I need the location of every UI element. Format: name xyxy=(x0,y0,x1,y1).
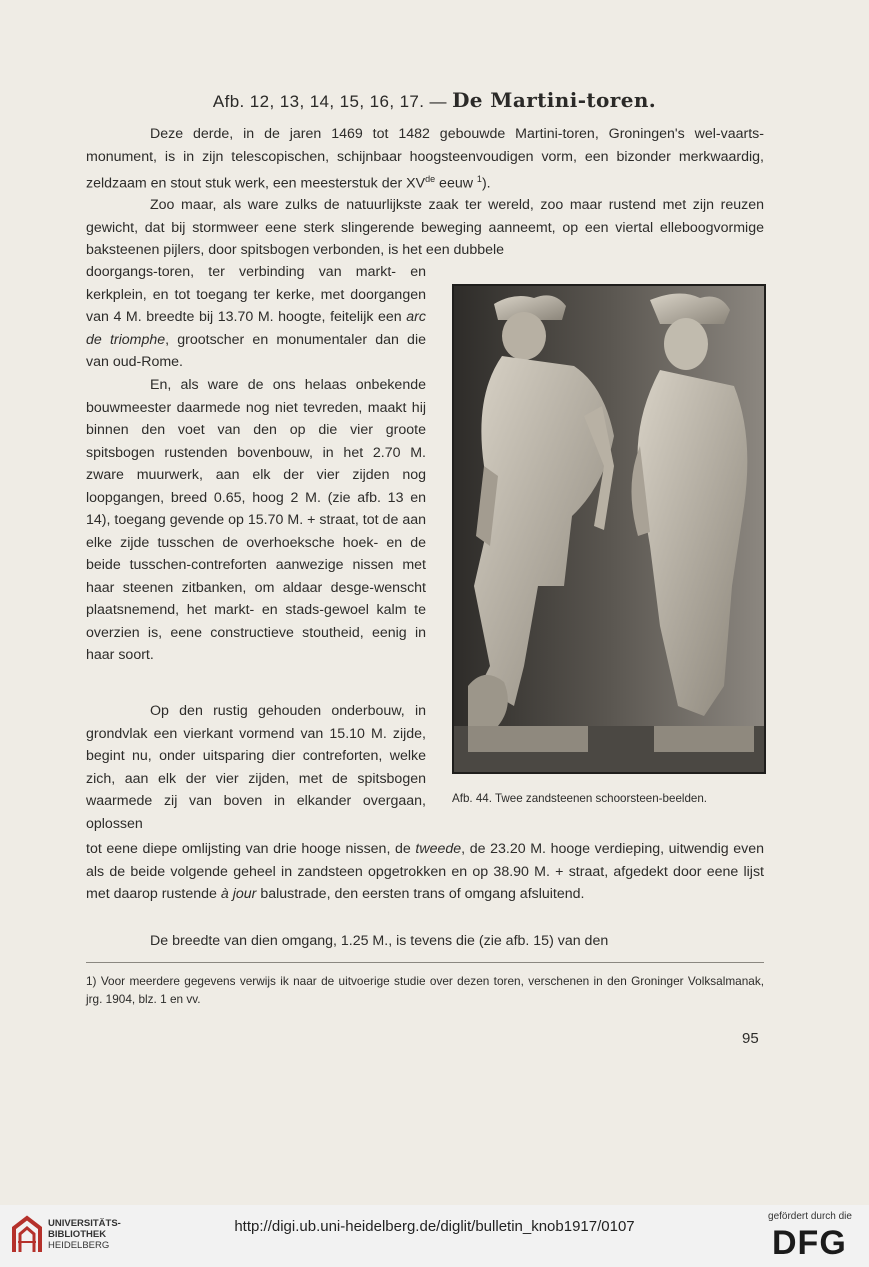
italic-tweede: tweede xyxy=(415,841,462,857)
page-number: 95 xyxy=(742,1030,759,1047)
figure-caption: Afb. 44. Twee zandsteenen schoorsteen-beelden. xyxy=(452,792,708,805)
dfg-logo[interactable]: DFG xyxy=(772,1224,847,1262)
viewer-footer-bar xyxy=(0,1205,869,1267)
paragraph-4-full: tot eene diepe omlijsting van drie hooge nissen, de tweede, de 23.20 M. hooge verdieping, uitwendig even als de beide volgende geheel in zandsteen opgetrokken en op 38.90 M. + straat, afgedekt door eene lijst met daarop rustende à jour balustrade, den eersten trans of omgang afsluitend. xyxy=(86,841,764,902)
statues-illustration xyxy=(454,286,764,772)
paragraph-2-narrow: doorgangs-toren, ter verbinding van markt- en kerkplein, en tot toegang ter kerke, met doorgangen van 4 M. breedte bij 13.70 M. hoogte, feitelijk een arc de triomphe, grootscher en monumentaler dan die van oud-Rome. xyxy=(86,264,426,370)
paragraph-2-full: Zoo maar, als ware zulks de natuurlijkste zaak ter wereld, zoo maar rustend met zijn reuzen gewicht, dat bij stormweer eene sterk slingerende beweging aanneemt, op een viertal elleboogvormige baksteenen pijlers, door spitsbogen verbonden, is het een dubbele xyxy=(86,197,764,258)
footnote-divider xyxy=(86,962,764,963)
page-title xyxy=(0,88,869,112)
paragraph-5: De breedte van dien omgang, 1.25 M., is tevens die (zie afb. 15) van den xyxy=(150,933,609,949)
funded-by-label: gefördert durch die xyxy=(768,1211,852,1222)
paragraph-3: En, als ware de ons helaas onbekende bouwmeester daarmede nog niet tevreden, maakt hij binnen den voet van den op die vier groote spitsbogen rustenden bovenbouw, in het 2.70 M. zware muurwerk, aan elk der vier zijden nog loopgangen, breed 0.65, hoog 2 M. (zie afb. 13 en 14), toegang gevende op 15.70 M. + straat, tot de aan elke zijde tusschen de overhoeksche hoek- en de beide tusschen-contreforten aanwezige nissen met haar steenen zitbanken, om aldaar desge-wenscht plaatsnemend, het markt- en stads-gewoel kalm te overzien is, eene constructieve stoutheid, eenig in haar soort. xyxy=(86,377,426,663)
paragraph-4-narrow: Op den rustig gehouden onderbouw, in grondvlak een vierkant vormend van 15.10 M. zijde, begint nu, onder uitsparing dier contreforten, welke zich, aan elk der vier zijden, met de spitsbogen waarmede zij van boven in elkander overgaan, oplossen xyxy=(86,703,426,832)
italic-arc-de-triomphe: arc de triomphe xyxy=(86,309,426,348)
italic-a-jour: à jour xyxy=(220,886,257,902)
library-name[interactable]: UNIVERSITÄTS- BIBLIOTHEK HEIDELBERG xyxy=(48,1218,121,1251)
superscript-de: de xyxy=(425,174,436,184)
footnote: 1) Voor meerdere gegevens verwijs ik naar de uitvoerige studie over dezen toren, verschenen in den Groninger Volksalmanak, jrg. 1904, blz. 1 en vv. xyxy=(86,974,764,1006)
photo-sandstone-statues xyxy=(452,284,766,774)
footnote-marker: 1 xyxy=(476,174,482,184)
title-heading: De Martini-toren. xyxy=(452,88,657,112)
title-figure-refs: Afb. 12, 13, 14, 15, 16, 17. — xyxy=(212,92,447,111)
permalink-url[interactable]: http://digi.ub.uni-heidelberg.de/diglit/bulletin_knob1917/0107 xyxy=(234,1218,635,1235)
paragraph-1: Deze derde, in de jaren 1469 tot 1482 gebouwde Martini-toren, Groningen's wel-vaarts-monument, is in zijn telescopischen, schijnbaar hoogsteenvoudigen vorm, een bizonder merkwaardig, zeldzaam en stout stuk werk, een meesterstuk der XVde eeuw $^1$). xyxy=(86,126,764,192)
